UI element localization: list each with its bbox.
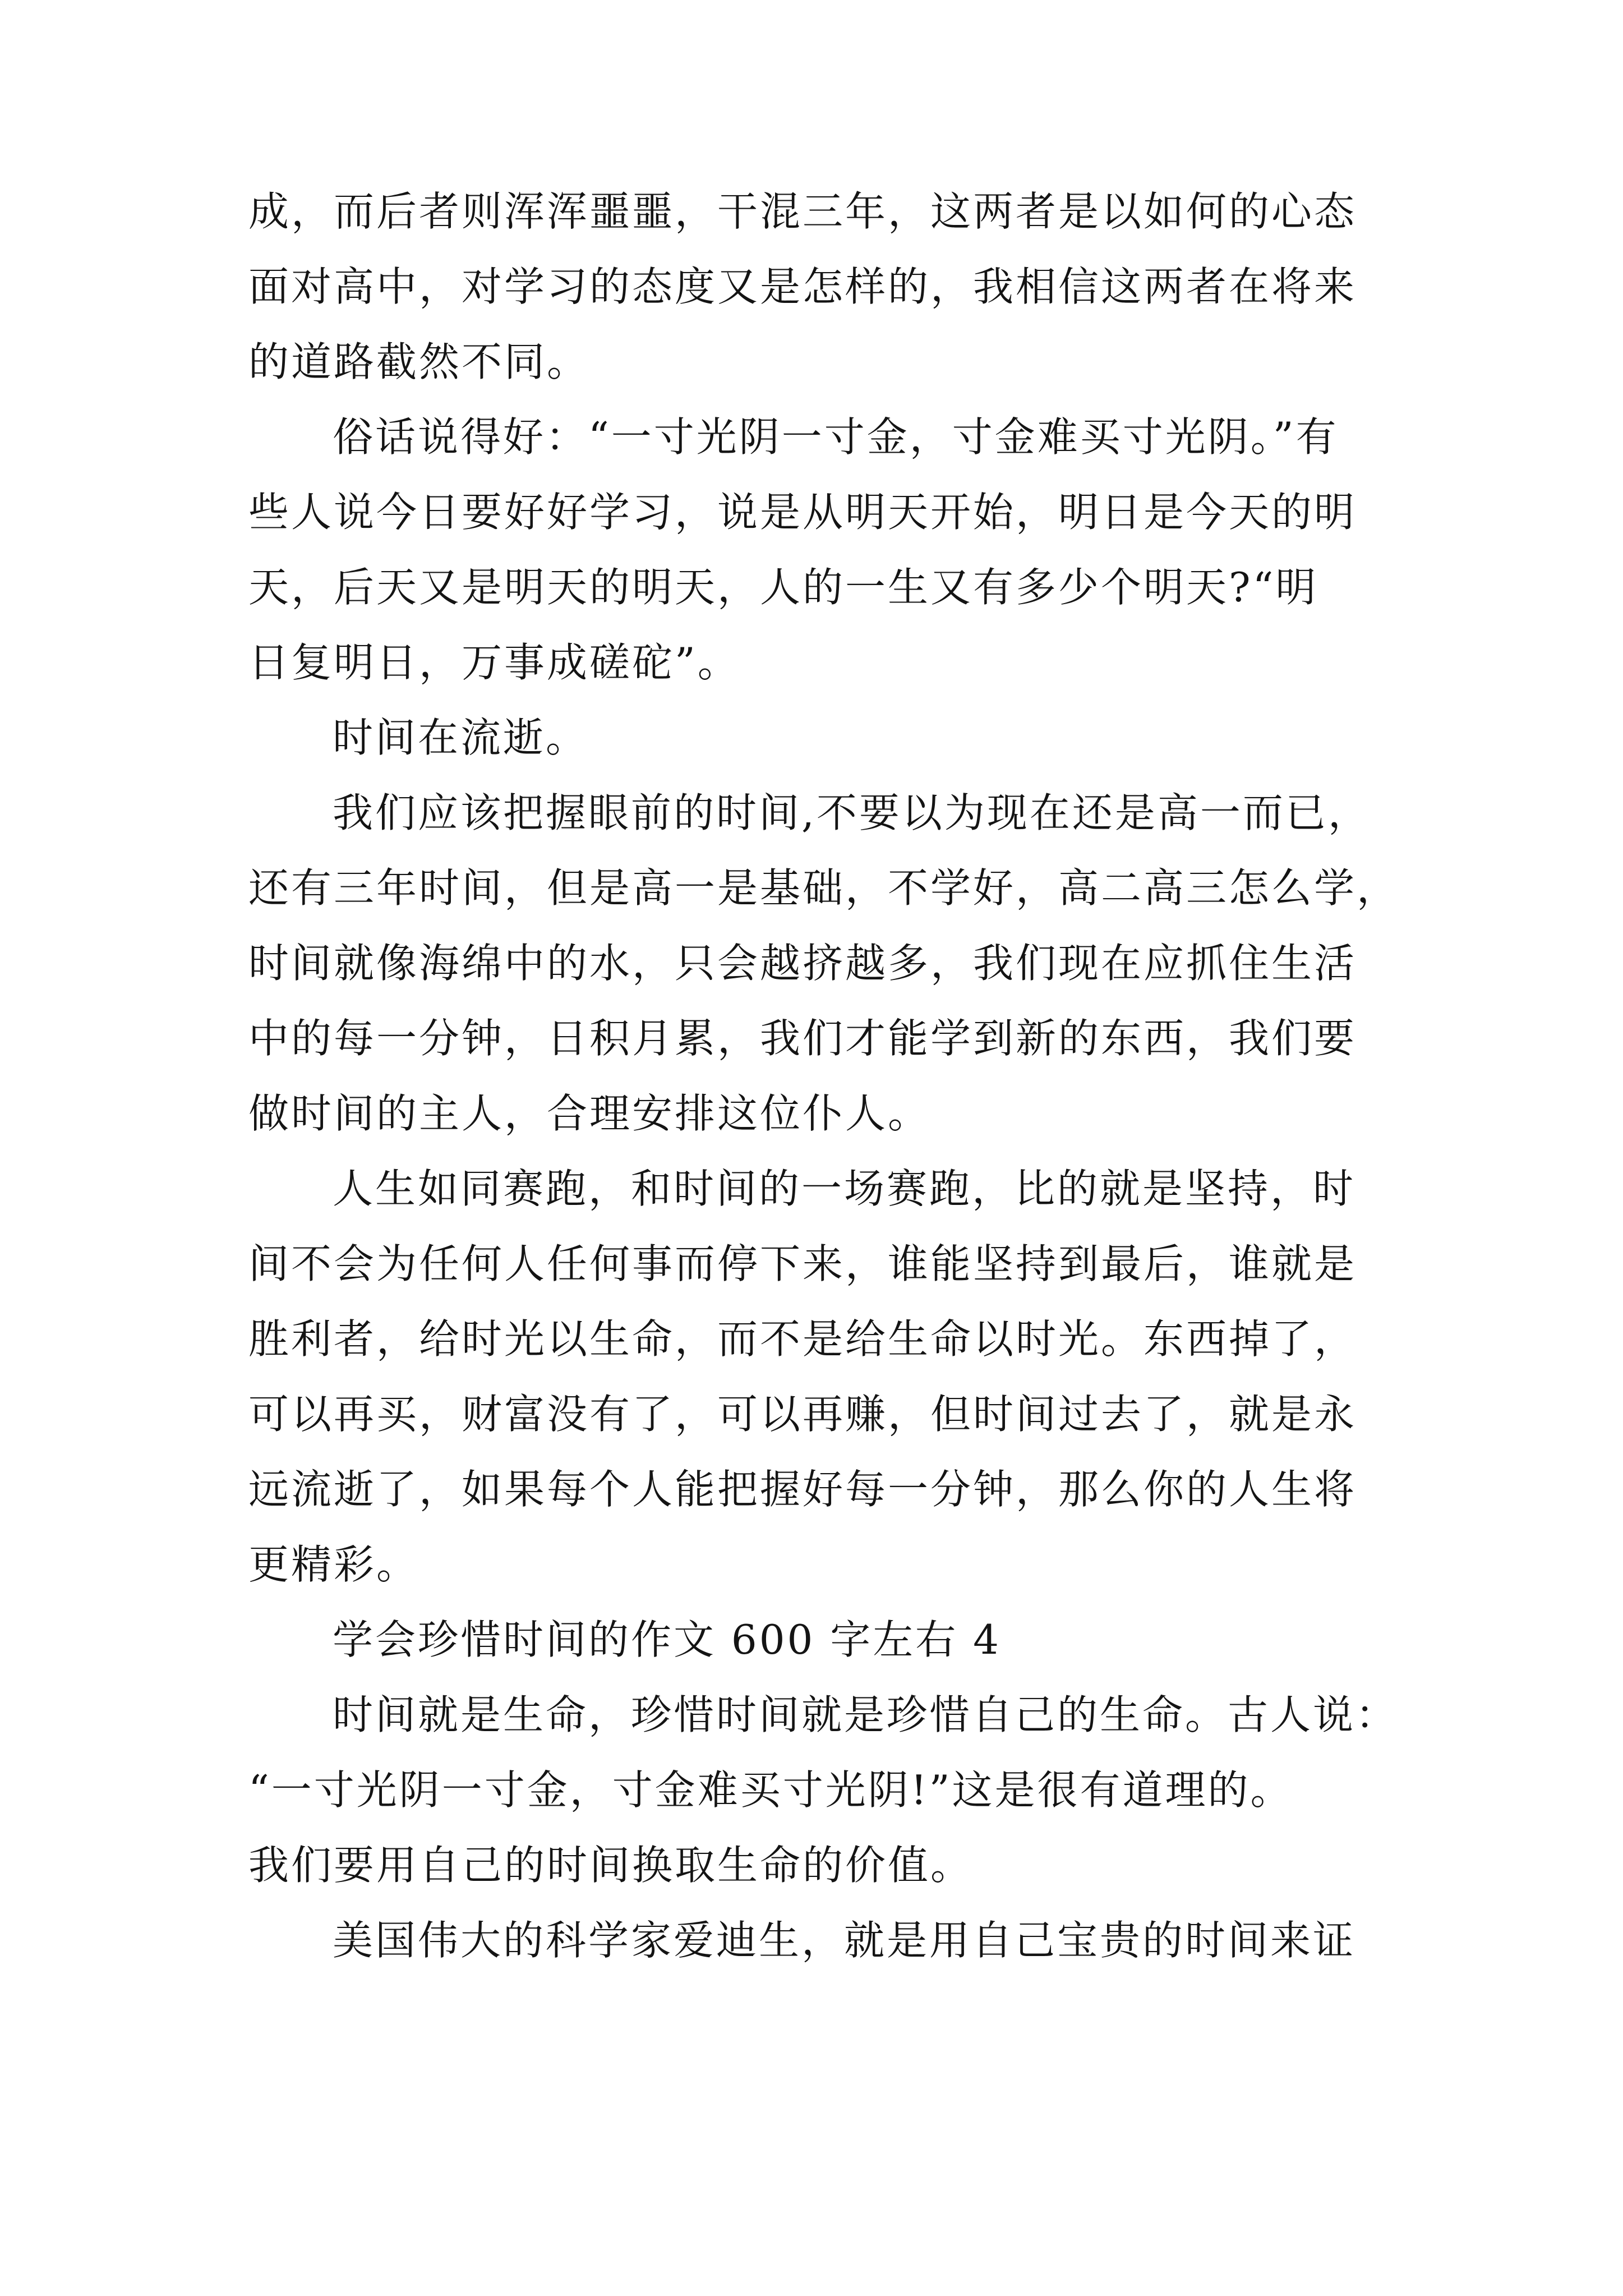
text-line: 时间就像海绵中的水，只会越挤越多，我们现在应抓住生活 — [248, 940, 1357, 987]
text-line: 些人说今日要好好学习，说是从明天开始，明日是今天的明 — [248, 489, 1357, 536]
text-line: 我们应该把握眼前的时间,不要以为现在还是高一而已， — [333, 789, 1371, 836]
text-line: 美国伟大的科学家爱迪生，就是用自己宝贵的时间来证 — [333, 1917, 1356, 1964]
text-line: 成，而后者则浑浑噩噩，干混三年，这两者是以如何的心态 — [248, 188, 1357, 235]
text-line: 时间就是生命，珍惜时间就是珍惜自己的生命。古人说： — [333, 1691, 1399, 1738]
text-line: 中的每一分钟，日积月累，我们才能学到新的东西，我们要 — [248, 1015, 1357, 1062]
text-line: 远流逝了，如果每个人能把握好每一分钟，那么你的人生将 — [248, 1466, 1357, 1513]
text-line: 时间在流逝。 — [333, 714, 589, 761]
text-line: 可以再买，财富没有了，可以再赚，但时间过去了，就是永 — [248, 1391, 1357, 1438]
text-line: 的道路截然不同。 — [248, 338, 590, 385]
text-line: 日复明日，万事成磋砣”。 — [248, 639, 740, 686]
text-line: 天，后天又是明天的明天，人的一生又有多少个明天?“明 — [248, 564, 1318, 611]
text-line: 俗话说得好：“一寸光阴一寸金，寸金难买寸光阴。”有 — [333, 413, 1339, 461]
text-line: 更精彩。 — [248, 1541, 419, 1588]
text-line: 还有三年时间，但是高一是基础，不学好，高二高三怎么学， — [248, 864, 1400, 912]
section-heading: 学会珍惜时间的作文 600 字左右 4 — [333, 1616, 1001, 1663]
text-line: 面对高中，对学习的态度又是怎样的，我相信这两者在将来 — [248, 263, 1357, 310]
text-line: 我们要用自己的时间换取生命的价值。 — [248, 1842, 974, 1889]
body-text — [248, 174, 1400, 1978]
text-line: 做时间的主人，合理安排这位仆人。 — [248, 1090, 931, 1137]
text-line: 间不会为任何人任何事而停下来，谁能坚持到最后，谁就是 — [248, 1240, 1357, 1287]
text-line: 胜利者，给时光以生命，而不是给生命以时光。东西掉了， — [248, 1315, 1357, 1363]
text-line: “一寸光阴一寸金，寸金难买寸光阴!”这是很有道理的。 — [248, 1766, 1293, 1814]
text-line: 人生如同赛跑，和时间的一场赛跑，比的就是坚持，时 — [333, 1165, 1356, 1212]
